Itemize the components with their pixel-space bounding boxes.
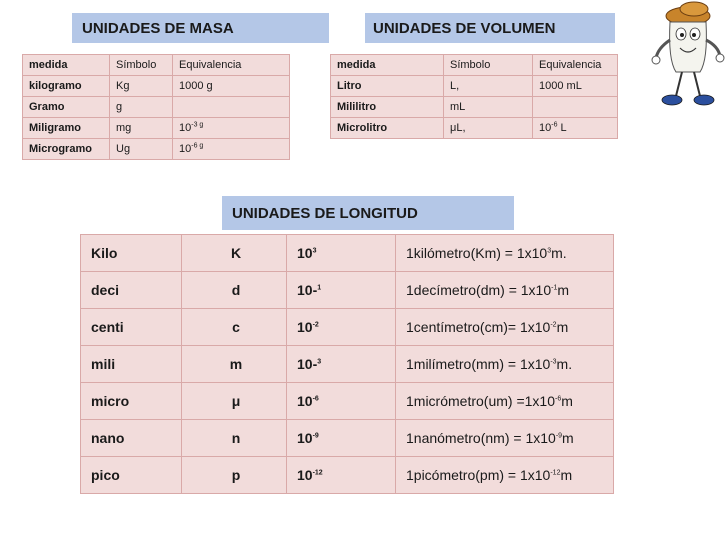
table-row: [81, 383, 614, 420]
table-row: [23, 97, 290, 118]
eq-suffix: L: [557, 122, 567, 134]
table-row: [331, 118, 618, 139]
table-header-row: [331, 55, 618, 76]
cell-equivalencia: [396, 420, 614, 457]
eq-base: 10: [539, 122, 552, 134]
cell-equivalencia: [396, 272, 614, 309]
pow-base: 10: [297, 430, 313, 446]
cell-potencia: [287, 457, 396, 494]
cell-medida: Microlitro: [331, 118, 444, 139]
table-row: [23, 76, 290, 97]
cell-simbolo: p: [182, 457, 287, 494]
eq-unit: m: [560, 467, 573, 483]
cell-equivalencia: [396, 346, 614, 383]
cell-prefijo: nano: [81, 420, 182, 457]
eq-unit: m: [562, 430, 574, 446]
cell-potencia: [287, 420, 396, 457]
table-row: [331, 97, 618, 118]
cell-equivalencia: [533, 76, 618, 97]
eq-base: 1000 mL: [539, 80, 582, 92]
eq-exponent: -1: [551, 284, 558, 292]
eq-unit: m: [556, 319, 569, 335]
header-simbolo: Símbolo: [444, 55, 533, 76]
cell-equivalencia: [396, 309, 614, 346]
cell-medida: Miligramo: [23, 118, 110, 139]
cell-simbolo: L,: [444, 76, 533, 97]
eq-exponent: -3 g: [191, 121, 204, 129]
cell-equivalencia: [173, 97, 290, 118]
table-row: [81, 420, 614, 457]
cell-simbolo: Ug: [110, 139, 173, 160]
cell-potencia: [287, 383, 396, 420]
cell-equivalencia: [173, 76, 290, 97]
cell-simbolo: g: [110, 97, 173, 118]
cell-simbolo: n: [182, 420, 287, 457]
pow-exponent: -6: [312, 395, 319, 403]
cell-simbolo: K: [182, 235, 287, 272]
header-equivalencia: Equivalencia: [173, 55, 290, 76]
cell-equivalencia: [396, 383, 614, 420]
cell-simbolo: m: [182, 346, 287, 383]
cell-medida: Microgramo: [23, 139, 110, 160]
cell-medida: Mililitro: [331, 97, 444, 118]
eq-text: 1micrómetro(um) =1x10: [406, 393, 555, 409]
cell-prefijo: centi: [81, 309, 182, 346]
cell-potencia: [287, 309, 396, 346]
eq-unit: m.: [551, 245, 567, 261]
cell-equivalencia: [173, 139, 290, 160]
cell-equivalencia: [396, 235, 614, 272]
pow-exponent: -12: [312, 469, 323, 477]
eq-exponent: -6: [551, 121, 558, 129]
header-medida: medida: [331, 55, 444, 76]
eq-exponent: -6 g: [191, 142, 204, 150]
masa-table: [22, 54, 290, 160]
pow-exponent: -9: [312, 432, 319, 440]
eq-unit: m: [557, 282, 570, 298]
table-row: [81, 235, 614, 272]
longitud-title-text: UNIDADES DE LONGITUD: [232, 204, 418, 222]
table-row: [81, 346, 614, 383]
eq-text: 1nanómetro(nm) = 1x10: [406, 430, 556, 446]
header-simbolo: Símbolo: [110, 55, 173, 76]
cell-prefijo: mili: [81, 346, 182, 383]
pow-base: 10-: [297, 282, 318, 298]
pow-base: 10: [297, 319, 313, 335]
cell-prefijo: deci: [81, 272, 182, 309]
eq-text: 1picómetro(pm) = 1x10: [406, 467, 551, 483]
longitud-table: [80, 234, 614, 494]
eq-exponent: -3: [550, 358, 557, 366]
pow-base: 10-: [297, 356, 318, 372]
volumen-title-text: UNIDADES DE VOLUMEN: [373, 19, 556, 37]
longitud-title: [222, 196, 514, 230]
cell-potencia: [287, 235, 396, 272]
cartoon-character-icon: [650, 0, 726, 110]
pow-base: 10: [297, 245, 313, 261]
cell-equivalencia: [396, 457, 614, 494]
eq-exponent: -9: [555, 432, 563, 440]
table-header-row: [23, 55, 290, 76]
cell-medida: kilogramo: [23, 76, 110, 97]
table-row: [23, 139, 290, 160]
cell-simbolo: μ: [182, 383, 287, 420]
eq-base: 10: [179, 122, 192, 134]
cell-simbolo: mL: [444, 97, 533, 118]
table-row: [81, 457, 614, 494]
cell-simbolo: μL,: [444, 118, 533, 139]
header-medida: medida: [23, 55, 110, 76]
pow-base: 10: [297, 467, 313, 483]
cell-medida: Gramo: [23, 97, 110, 118]
cell-prefijo: Kilo: [81, 235, 182, 272]
eq-exponent: -12: [550, 469, 561, 477]
cell-simbolo: Kg: [110, 76, 173, 97]
table-row: [23, 118, 290, 139]
eq-text: 1decímetro(dm) = 1x10: [406, 282, 552, 298]
cell-simbolo: c: [182, 309, 287, 346]
eq-exponent: -6: [555, 395, 562, 403]
eq-unit: m: [561, 393, 573, 409]
cell-simbolo: mg: [110, 118, 173, 139]
table-row: [331, 76, 618, 97]
cell-equivalencia: [173, 118, 290, 139]
pow-exponent: -2: [312, 321, 319, 329]
eq-unit: m.: [556, 356, 573, 372]
volumen-title: [365, 13, 615, 43]
table-row: [81, 309, 614, 346]
eq-exponent: 3: [547, 247, 552, 255]
cell-equivalencia: [533, 97, 618, 118]
pow-exponent: 1: [317, 284, 322, 292]
volumen-table: [330, 54, 618, 139]
eq-base: 10: [179, 143, 192, 155]
pow-exponent: 3: [312, 247, 317, 255]
cell-potencia: [287, 272, 396, 309]
header-equivalencia: Equivalencia: [533, 55, 618, 76]
cell-medida: Litro: [331, 76, 444, 97]
eq-text: 1milímetro(mm) = 1x10: [406, 356, 551, 372]
cell-equivalencia: [533, 118, 618, 139]
pow-base: 10: [297, 393, 313, 409]
eq-exponent: -2: [550, 321, 557, 329]
cell-prefijo: pico: [81, 457, 182, 494]
cell-potencia: [287, 346, 396, 383]
cell-prefijo: micro: [81, 383, 182, 420]
masa-title-text: UNIDADES DE MASA: [82, 19, 234, 37]
masa-title: [72, 13, 329, 43]
cell-simbolo: d: [182, 272, 287, 309]
eq-base: 1000 g: [179, 80, 213, 92]
eq-text: 1centímetro(cm)= 1x10: [406, 319, 551, 335]
eq-text: 1kilómetro(Km) = 1x10: [406, 245, 548, 261]
table-row: [81, 272, 614, 309]
pow-exponent: 3: [317, 358, 322, 366]
